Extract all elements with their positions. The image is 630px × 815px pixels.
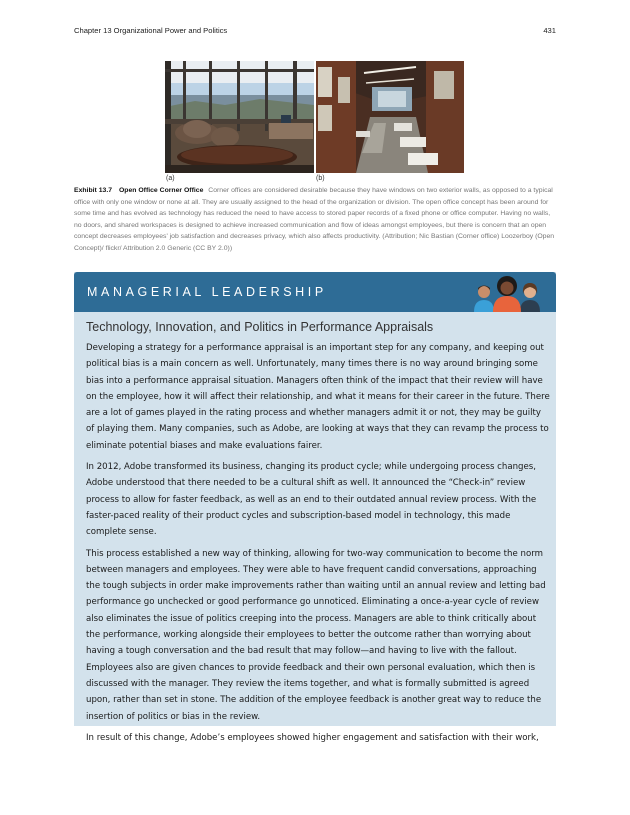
page-number: 431 — [543, 26, 556, 35]
corner-office-photo — [165, 61, 314, 173]
people-icon — [470, 272, 542, 312]
feature-title: Technology, Innovation, and Politics in Performance Appraisals — [86, 320, 434, 334]
managerial-leadership-box — [74, 272, 556, 743]
caption-title: Open Office Corner Office — [118, 187, 204, 194]
caption-text: Corner offices are considered desirable because they have windows on two exterior walls, as opposed to a typical office with only one window or none at all. They are usually assigned to the head of the organization or division. The open office concept has been around for some time and has evolved as technology has reduced the need to have access to stored paper records of a fixed phone or office computer. Having no walls, no doors, and shared workspaces is designed to achieve increased communication and flow of ideas amongst employees, but there is concern that an open concept decreases employees' job satisfaction and decreases privacy, which also affects productivity. (Attribution; Nic Bastian (Corner office) Loozerboy (Open Concept)/ flickr/ Attribution 2.0 Generic (CC BY 2.0)) — [74, 187, 555, 252]
open-office-photo — [316, 61, 464, 173]
feature-label: MANAGERIAL LEADERSHIP — [87, 285, 327, 299]
paragraph: In result of this change, Adobe’s employees showed higher engagement and satisfaction with their work, — [86, 732, 539, 743]
figure-label-a: (a) — [166, 175, 175, 182]
paragraph: In 2012, Adobe transformed its business, changing its product cycle; while undergoing process changes, Adobe understood that there needed to be a cultural shift as well. It announced the “Check-in” review process to allow for faster feedback, as well as an end to their outdated annual review process. With the faster-paced reality of their product cycles and subscription-based model in technology, this made complete sense. — [86, 462, 537, 538]
figure-label-b: (b) — [316, 175, 325, 182]
feature-header — [74, 272, 556, 312]
figure-caption — [74, 185, 557, 255]
feature-body — [86, 340, 551, 751]
caption-label: Exhibit 13.7 — [74, 187, 113, 194]
paragraph: This process established a new way of thinking, allowing for two-way communication to become the norm between managers and employees. They were able to have frequent candid conversations, approaching the tough subjects in order make improvements rather than waiting until an annual review and letting bad performance go unchecked or good performance go unnoticed. Eliminating a once-a-year cycle of review also eliminates the issue of politics creeping into the process. Managers are able to think critically about the performance, working alongside their employees to better the outcome rather than worrying about having a tough conversation and the bad result that may follow—and having to live with the fallout. Employees also are given chances to provide feedback and their own personal evaluation, which then is discussed with the manager. They review the items together, and what is formally submitted is agreed upon, rather than set in stone. The addition of the employee feedback is another great way to reduce the insertion of politics or bias in the review. — [86, 548, 546, 722]
chapter-title: Chapter 13 Organizational Power and Politics — [74, 26, 228, 35]
paragraph: Developing a strategy for a performance appraisal is an important step for any company, and keeping out political bias is a main concern as well. Unfortunately, many times there is no way around bringing some bias into a performance appraisal situation. Managers often think of the impact that their review will have on the employee, how it will affect their relationship, and what it means for their career in the future. There are a lot of games played in the rating process and whether managers admit it or not, they may be guilty of playing them. Many companies, such as Adobe, are looking at ways that they can revamp the process to eliminate potential biases and make evaluations fairer. — [86, 343, 550, 451]
